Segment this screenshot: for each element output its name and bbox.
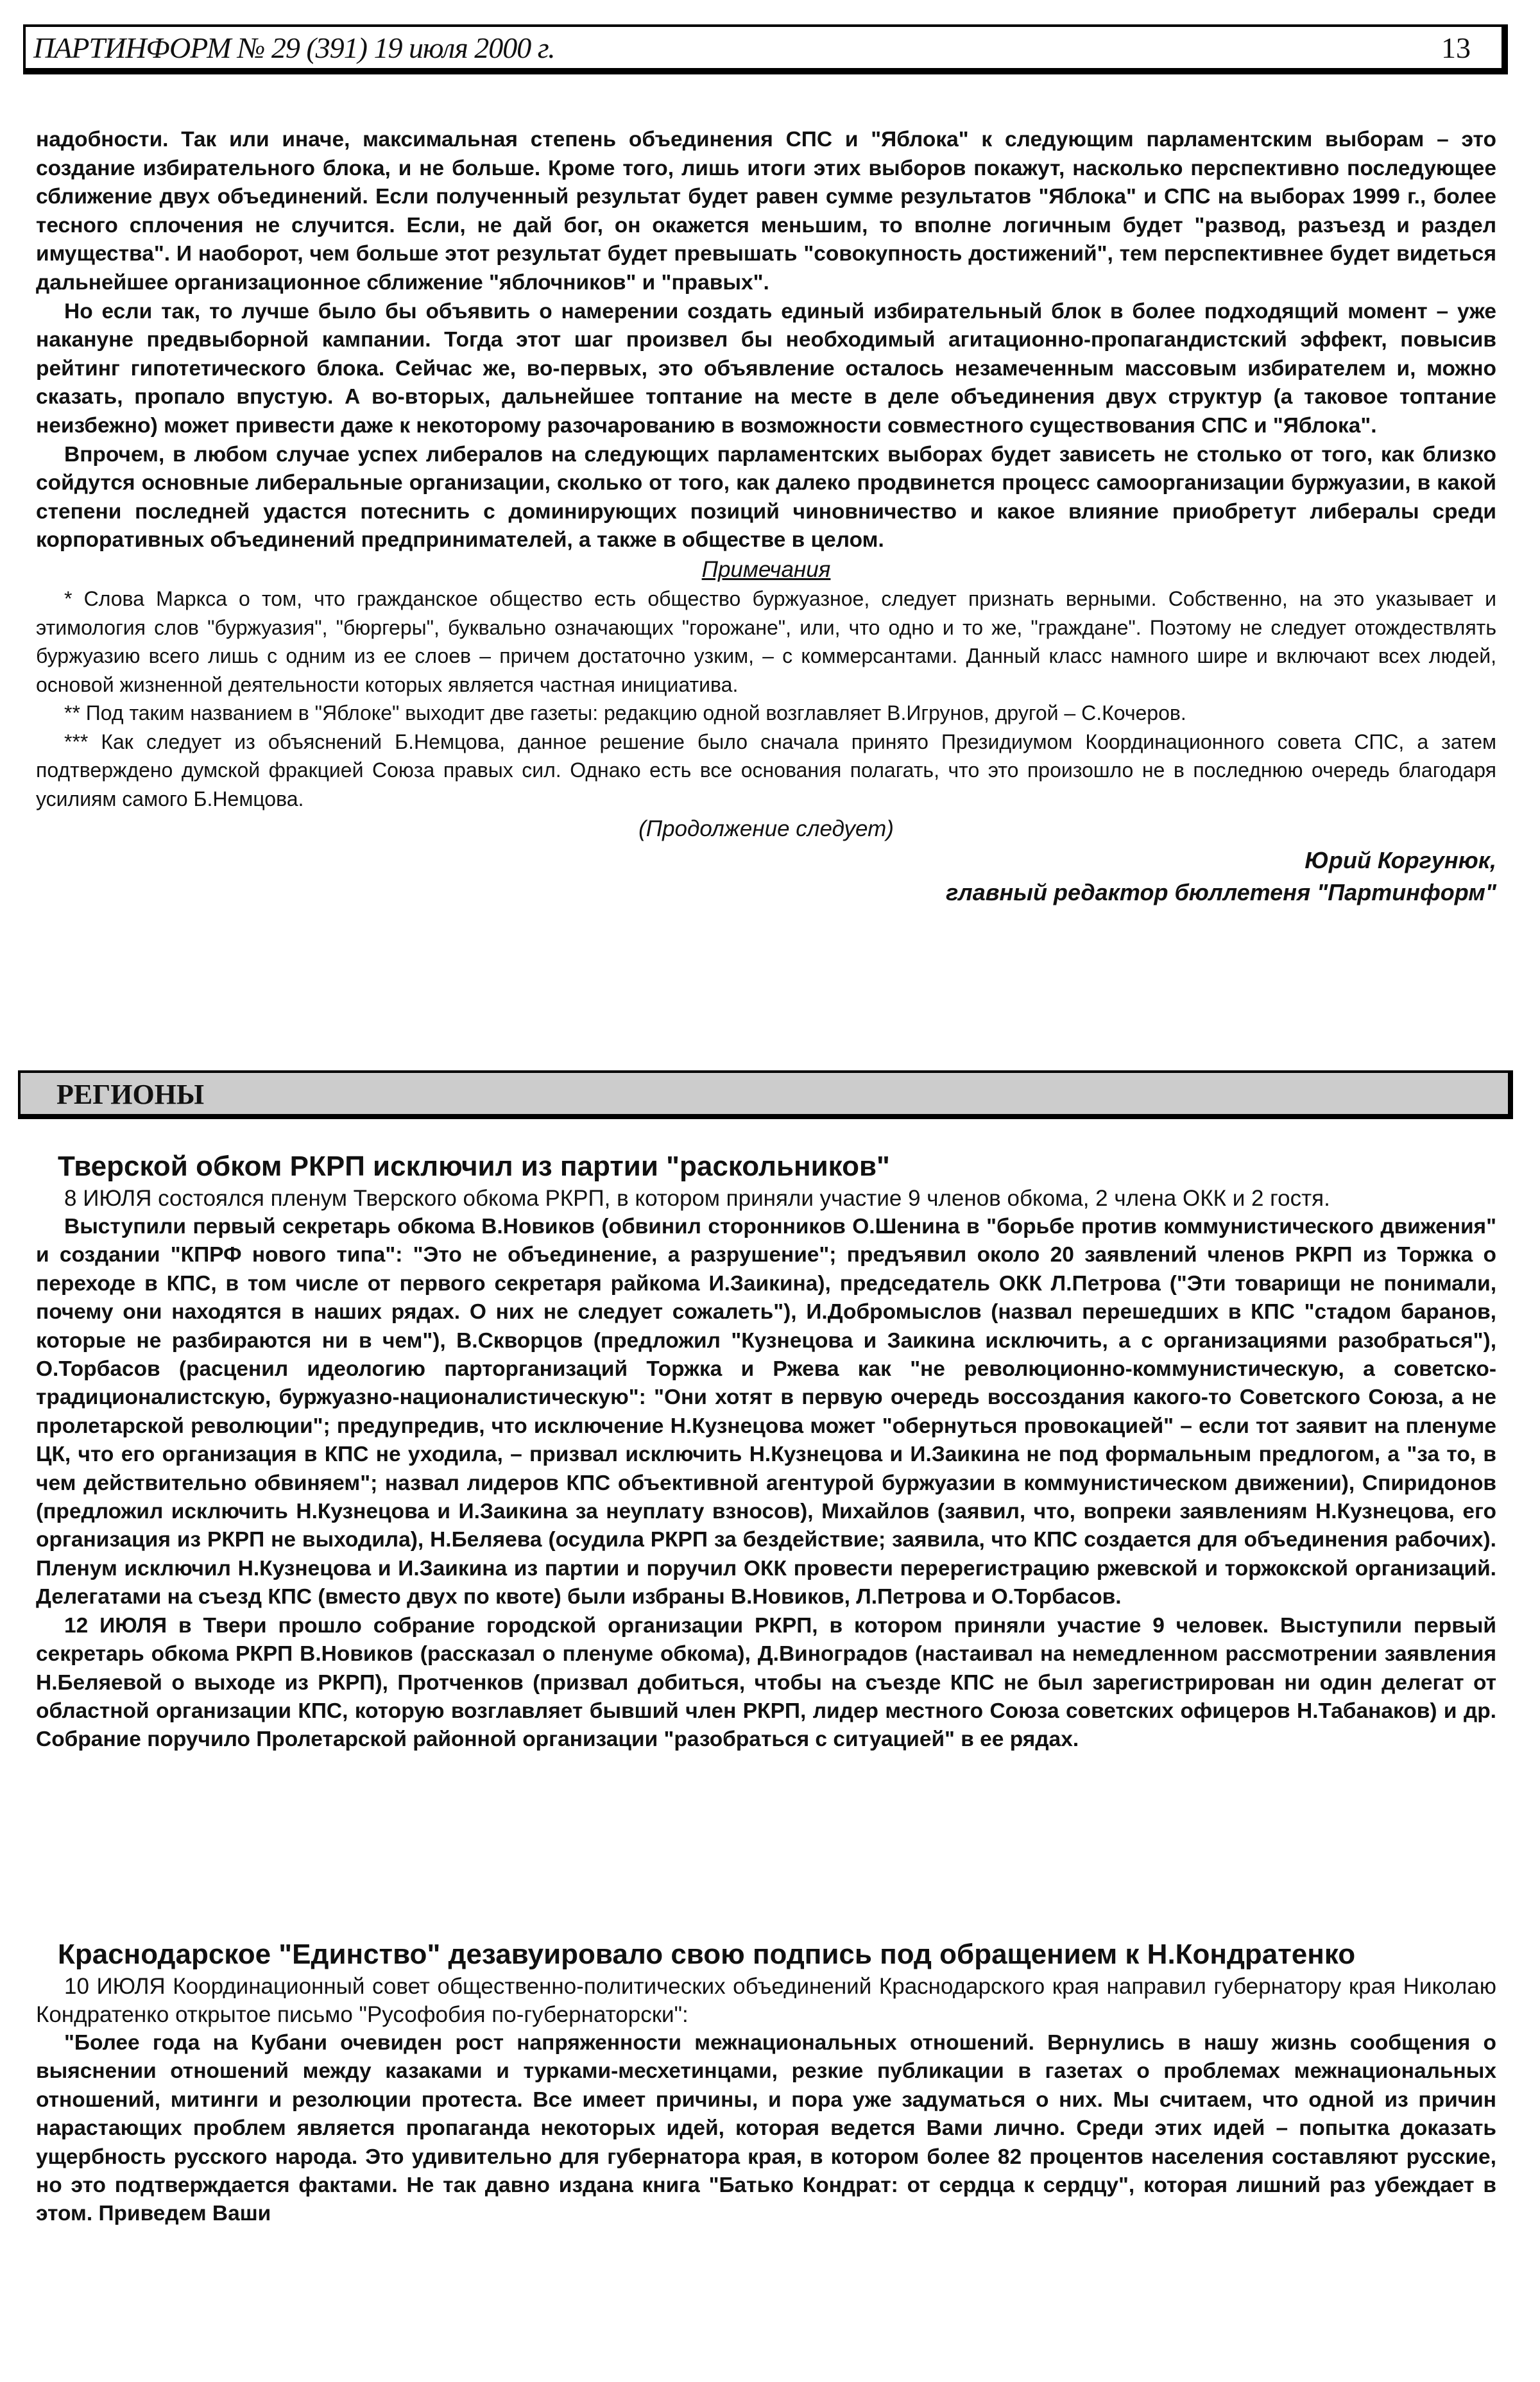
article-headline: Тверской обком РКРП исключил из партии "раскольников": [58, 1151, 890, 1182]
paragraph: Но если так, то лучше было бы объявить о намерении создать единый избирательный блок в более подходящий момент – уже накануне предвыборной кампании. Тогда этот шаг произвел бы необходимый агитационно-пропагандистский эффект, повысив рейтинг гипотетического блока. Сейчас же, во-первых, это объявление осталось незамеченным массовым избирателем и, можно сказать, пропало впустую. А во-вторых, дальнейшее топтание на месте в деле объединения двух структур (а таковое топтание неизбежно) может привести даже к некоторому разочарованию в возможности совместного существования СПС и "Яблока".: [36, 299, 1496, 438]
to-be-continued: (Продолжение следует): [638, 816, 894, 841]
paragraph: Выступили первый секретарь обкома В.Новиков (обвинил сторонников О.Шенина в "борьбе против коммунистического движения" и создании "КПРФ нового типа": "Это не объединение, а разрушение"; предъявил около 20 заявлений членов РКРП из Торжка о переходе в КПС, в том числе от первого секретаря райкома И.Заикина), председатель ОКК Л.Петрова ("Эти товарищи не понимали, почему они находятся в наших рядах. О них не следует сожалеть"), И.Добромыслов (назвал перешедших в КПС "стадом баранов, которые не разбираются ни в чем"), В.Скворцов (предложил "Кузнецова и Заикина исключить, а с организациями разобраться"), О.Торбасов (расценил идеологию парторганизаций Торжка и Ржева как "не революционно-коммунистическую, а советско-традиционалистскую, буржуазно-националистическую": "Они хотят в первую очередь воссоздания какого-то Советского Союза, а не пролетарской революции"; предупредив, что исключение Н.Кузнецова может "обернуться провокацией" – если тот заявит на пленуме ЦК, что его организация в КПС не уходила, – призвал исключить Н.Кузнецова и И.Заикина не под формальным предлогом, а "за то, в чем действительно обвиняем"; назвал лидеров КПС объективной агентурой буржуазии в коммунистическом движении), Спиридонов (предложил исключить Н.Кузнецова и И.Заикина за неуплату взносов), Михайлов (заявил, что, вопреки заявлениям Н.Кузнецова, его организация из РКРП не выходила), Н.Беляева (осудила РКРП за бездействие; заявила, что КПС создается для объединения рабочих). Пленум исключил Н.Кузнецова и И.Заикина из партии и поручил ОКК провести перерегистрацию ржевской и торжокской организаций. Делегатами на съезд КПС (вместо двух по квоте) были избраны В.Новиков, Л.Петрова и О.Торбасов.: [36, 1215, 1496, 1609]
article-tver: [36, 1149, 1496, 1754]
paragraph: надобности. Так или иначе, максимальная степень объединения СПС и "Яблока" к следующим парламентским выборам – это создание избирательного блока, и не больше. Кроме того, лишь итоги этих выборов покажут, насколько перспективно последующее сближение двух объединений. Если полученный результат будет равен сумме результатов "Яблока" и СПС на выборах 1999 г., более тесного сплочения не случится. Если, не дай бог, он окажется меньшим, то вполне логичным будет "развод, разъезд и раздел имущества". И наоборот, чем больше этот результат будет превышать "совокупность достижений", тем перспективнее будет видеться дальнейшее организационное сближение "яблочников" и "правых".: [36, 128, 1496, 295]
page-header: [23, 24, 1508, 74]
page-number: 13: [1441, 31, 1471, 64]
notes-title: Примечания: [701, 556, 831, 582]
article-krasnodar: [36, 1937, 1496, 2229]
article-headline: Краснодарское "Единство" дезавуировало свою подпись под обращением к Н.Кондратенко: [58, 1939, 1356, 1970]
section-header: [18, 1070, 1513, 1119]
author-role: главный редактор бюллетеня "Партинформ": [946, 878, 1496, 905]
footnote: ** Под таким названием в "Яблоке" выходит две газеты: редакцию одной возглавляет В.Игрунов, другой – С.Кочеров.: [64, 701, 1186, 725]
paragraph: Впрочем, в любом случае успех либералов на следующих парламентских выборах будет зависеть не столько от того, как близко сойдутся основные либеральные организации, сколько от того, как далеко продвинется процесс самоорганизации буржуазии, в какой степени последней удастся потеснить с доминирующих позиций чиновничество и какое влияние приобретут либералы среди корпоративных объединений предпринимателей, а также в обществе в целом.: [36, 442, 1496, 553]
paragraph: "Более года на Кубани очевиден рост напряженности межнациональных отношений. Вернулись в нашу жизнь сообщения о выяснении отношений между казаками и турками-месхетинцами, резкие публикации в газетах о проблемах межнациональных отношений, митинги и резолюции протеста. Все имеет причины, и пора уже задуматься о них. Мы считаем, что одной из причин нарастающих проблем является пропаганда некоторых идей, которая ведется Вами лично. Среди этих идей – попытка доказать ущербность русского народа. Это удивительно для губернатора края, в котором более 82 процентов населения составляют русские, но это подтверждается фактами. Не так давно издана книга "Батько Кондрат: от сердца к сердцу", которая лишний раз убеждает в этом. Приведем Ваши: [36, 2031, 1496, 2226]
publication-title: ПАРТИНФОРМ № 29 (391) 19 июля 2000 г.: [33, 31, 555, 64]
article-continued: [36, 126, 1496, 909]
article-lead: 8 ИЮЛЯ состоялся пленум Тверского обкома РКРП, в котором приняли участие 9 членов обкома, 2 члена ОКК и 2 гостя.: [64, 1186, 1330, 1211]
article-lead: 10 ИЮЛЯ Координационный совет общественно-политических объединений Краснодарского края направил губернатору края Николаю Кондратенко открытое письмо "Русофобия по-губернаторски":: [36, 1974, 1496, 2027]
footnote: * Слова Маркса о том, что гражданское общество есть общество буржуазное, следует признать верными. Собственно, на это указывает и этимология слов "буржуазия", "бюргеры", буквально означающих "горожане", или, что одно и то же, "граждане". Поэтому не следует отождествлять буржуазию всего лишь с одним из ее слоев – причем достаточно узким, – с коммерсантами. Данный класс намного шире и включают всех людей, основой жизненной деятельности которых является частная инициатива.: [36, 587, 1496, 696]
paragraph: 12 ИЮЛЯ в Твери прошло собрание городской организации РКРП, в котором приняли участие 9 человек. Выступили первый секретарь обкома РКРП В.Новиков (рассказал о пленуме обкома), Д.Виноградов (настаивал на немедленном рассмотрении заявления Н.Беляевой о выходе из РКРП), Протченков (призвал добиться, чтобы на съезде КПС не был зарегистрирован ни один делегат от областной организации КПС, которую возглавляет бывший член РКРП, лидер местного Союза советских офицеров Н.Табанаков) и др. Собрание поручило Пролетарской районной организации "разобраться с ситуацией" в ее рядах.: [36, 1613, 1496, 1752]
footnote: *** Как следует из объяснений Б.Немцова, данное решение было сначала принято Президиумом Координационного совета СПС, а затем подтверждено думской фракцией Союза правых сил. Однако есть все основания полагать, что это произошло не в последнюю очередь благодаря усилиям самого Б.Немцова.: [36, 730, 1496, 811]
author-name: Юрий Коргунюк,: [1305, 846, 1496, 873]
section-title: РЕГИОНЫ: [56, 1079, 205, 1110]
